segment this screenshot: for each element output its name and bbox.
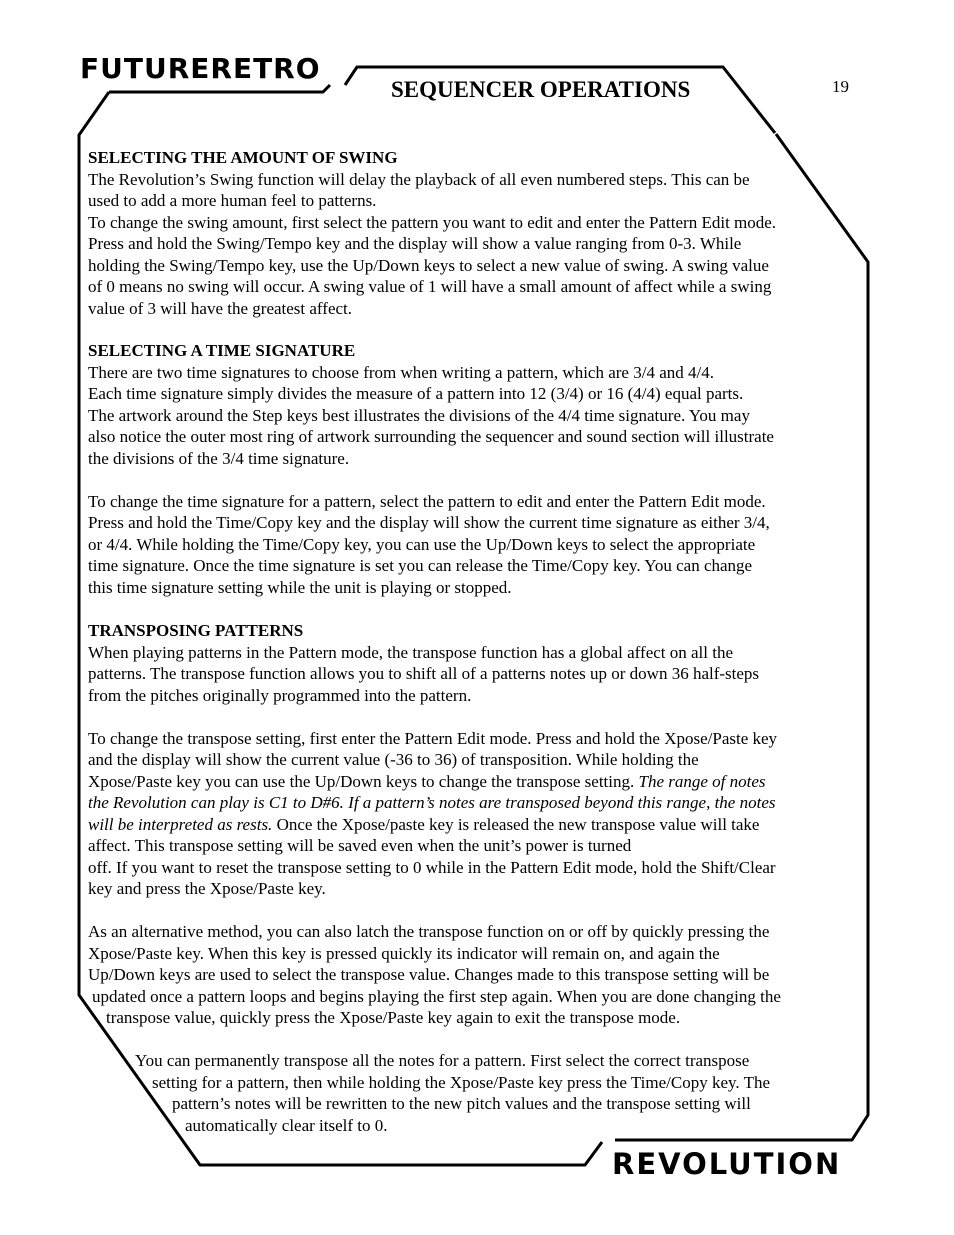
paragraph-line: key and press the Xpose/Paste key.	[88, 879, 326, 898]
paragraph-line: pattern’s notes will be rewritten to the new pitch values and the transpose setting will	[172, 1094, 751, 1113]
paragraph-line: off. If you want to reset the transpose setting to 0 while in the Pattern Edit mode, hold the Shift/Clear	[88, 857, 776, 877]
paragraph-line: Up/Down keys are used to select the transpose value. Changes made to this transpose setting will be	[88, 965, 770, 984]
paragraph-line: When playing patterns in the Pattern mode, the transpose function has a global affect on all the	[88, 642, 734, 662]
paragraph-line: To change the time signature for a pattern, select the pattern to edit and enter the Pattern Edit mode.	[88, 491, 766, 511]
paragraph-line: from the pitches originally programmed into the pattern.	[88, 685, 472, 705]
paragraph-line: To change the transpose setting, first enter the Pattern Edit mode. Press and hold the Xpose/Paste key	[88, 728, 778, 748]
paragraph-line: setting for a pattern, then while holding the Xpose/Paste key press the Time/Copy key. The	[152, 1072, 771, 1092]
heading-time-signature: SELECTING A TIME SIGNATURE	[88, 341, 356, 360]
page-title: SEQUENCER OPERATIONS	[391, 77, 691, 102]
paragraph-line: or 4/4. While holding the Time/Copy key, you can use the Up/Down keys to select the appropriate	[88, 534, 756, 554]
paragraph-line: updated once a pattern loops and begins playing the first step again. When you are done changing the	[92, 986, 781, 1006]
futureretro-logo: FUTURERETRO	[80, 52, 321, 85]
normal-text: Xpose/Paste key you can use the Up/Down keys to change the transpose setting.	[88, 771, 639, 791]
paragraph-line-italic: the Revolution can play is C1 to D#6. If a pattern’s notes are transposed beyond this range, the notes	[88, 793, 776, 812]
italic-text: The range of notes	[638, 771, 766, 791]
paragraph-line: this time signature setting while the unit is playing or stopped.	[88, 577, 512, 597]
italic-text: will be interpreted as rests.	[88, 814, 273, 834]
paragraph-line: also notice the outer most ring of artwork surrounding the sequencer and sound section will illustrate	[88, 427, 774, 446]
paragraph-line: affect. This transpose setting will be saved even when the unit’s power is turned	[88, 836, 632, 855]
paragraph-line: Each time signature simply divides the measure of a pattern into 12 (3/4) or 16 (4/4) equal parts.	[88, 384, 744, 403]
paragraph-line: transpose value, quickly press the Xpose/Paste key again to exit the transpose mode.	[106, 1008, 681, 1027]
paragraph-line: Press and hold the Swing/Tempo key and the display will show a value ranging from 0-3. While	[88, 234, 742, 253]
paragraph-line: Xpose/Paste key. When this key is pressed quickly its indicator will remain on, and again the	[88, 943, 720, 963]
paragraph-line: automatically clear itself to 0.	[185, 1115, 388, 1135]
paragraph-line: You can permanently transpose all the notes for a pattern. First select the correct transpose	[135, 1051, 750, 1070]
paragraph-line: Press and hold the Time/Copy key and the display will show the current time signature as either 3/4,	[88, 513, 770, 532]
paragraph-line	[88, 771, 766, 793]
paragraph-line: To change the swing amount, first select the pattern you want to edit and enter the Pattern Edit mode.	[88, 212, 777, 232]
paragraph-line: holding the Swing/Tempo key, use the Up/Down keys to select a new value of swing. A swing value	[88, 255, 769, 275]
paragraph-line: and the display will show the current value (-36 to 36) of transposition. While holding the	[88, 750, 699, 769]
paragraph-line	[88, 814, 759, 836]
paragraph-line: value of 3 will have the greatest affect.	[88, 298, 353, 318]
normal-text: Once the Xpose/paste key is released the new transpose value will take	[272, 814, 760, 834]
paragraph-line: There are two time signatures to choose from when writing a pattern, which are 3/4 and 4/4.	[88, 362, 714, 382]
heading-transposing: TRANSPOSING PATTERNS	[88, 621, 304, 640]
paragraph-line: The Revolution’s Swing function will delay the playback of all even numbered steps. This can be	[88, 169, 750, 189]
page-number: 19	[832, 77, 849, 96]
paragraph-line: The artwork around the Step keys best illustrates the divisions of the 4/4 time signature. You may	[88, 405, 750, 425]
revolution-logo: REVOLUTION	[612, 1147, 842, 1181]
paragraph-line: patterns. The transpose function allows you to shift all of a patterns notes up or down 36 half-steps	[88, 664, 760, 683]
paragraph-line: the divisions of the 3/4 time signature.	[88, 448, 350, 468]
paragraph-line: time signature. Once the time signature is set you can release the Time/Copy key. You can change	[88, 556, 753, 575]
paragraph-line: used to add a more human feel to patterns.	[88, 191, 377, 210]
heading-swing: SELECTING THE AMOUNT OF SWING	[88, 148, 398, 167]
paragraph-line: of 0 means no swing will occur. A swing value of 1 will have a small amount of affect while a swing	[88, 277, 772, 296]
paragraph-line: As an alternative method, you can also latch the transpose function on or off by quickly pressing the	[88, 922, 770, 941]
